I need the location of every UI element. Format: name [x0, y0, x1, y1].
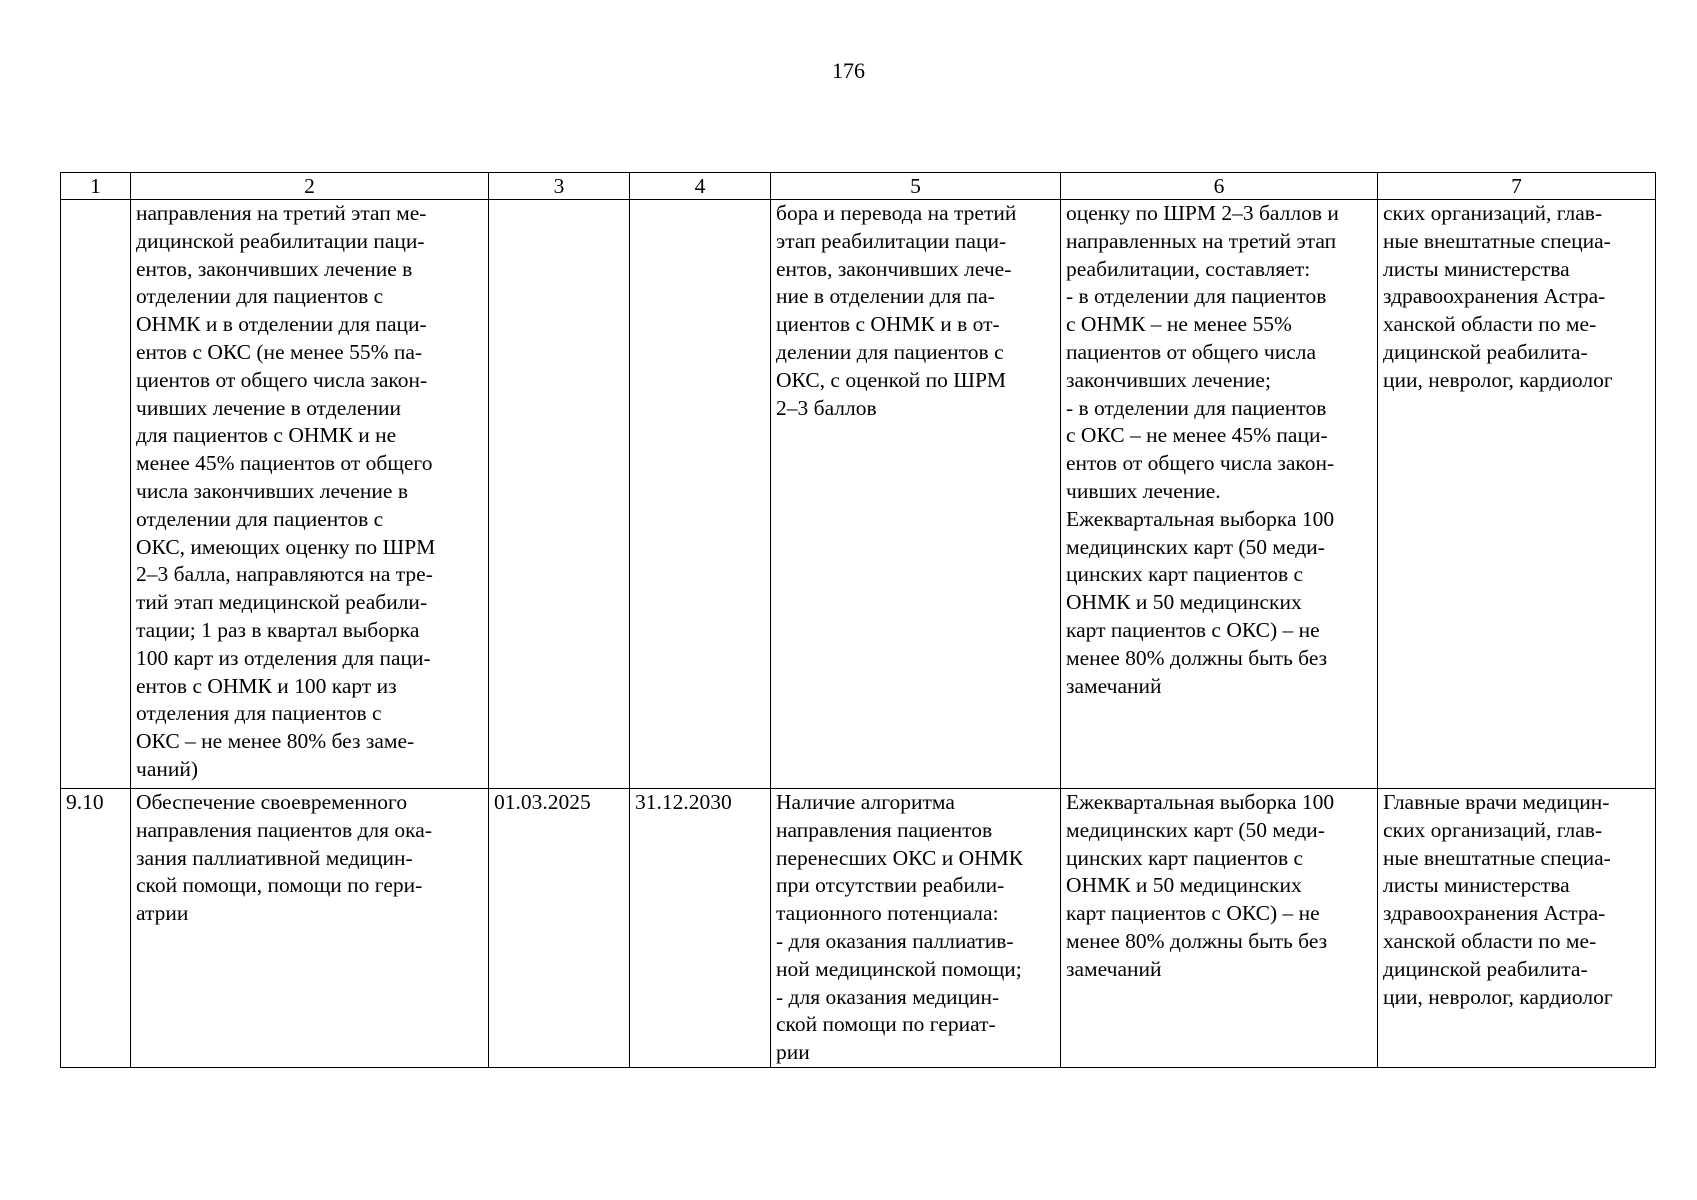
column-number-1: 1 — [61, 173, 131, 200]
page-number: 176 — [832, 58, 865, 83]
table-row — [61, 789, 1656, 1068]
measure-name-cell: Обеспечение своевременного направления пациентов для ока- зания паллиативной медицин- ской помощи, помощи по гери- атрии — [131, 789, 489, 1068]
start-date-cell: 01.03.2025 — [489, 789, 630, 1068]
column-number-5: 5 — [771, 173, 1061, 200]
row-number-cell — [61, 200, 131, 789]
column-number-6: 6 — [1061, 173, 1378, 200]
column-number-7: 7 — [1378, 173, 1656, 200]
row-number-cell: 9.10 — [61, 789, 131, 1068]
expected-result-cell: бора и перевода на третий этап реабилитации паци- ентов, закончивших лече- ние в отделении для па- циентов с ОНМК и в от- делении для пациентов с ОКС, с оценкой по ШРМ 2–3 баллов — [771, 200, 1061, 789]
table-header-row — [61, 173, 1656, 200]
control-indicator-cell: оценку по ШРМ 2–3 баллов и направленных на третий этап реабилитации, составляет: - в отделении для пациентов с ОНМК – не менее 55% пациентов от общего числа закончивших лечение; - в отделении для пациентов с ОКС – не менее 45% паци- ентов от общего числа закон- чивших лечение. Ежеквартальная выборка 100 медицинских карт (50 меди- цинских карт пациентов с ОНМК и 50 медицинских карт пациентов с ОКС) – не менее 80% должны быть без замечаний — [1061, 200, 1378, 789]
end-date-cell — [630, 200, 771, 789]
measure-name-cell: направления на третий этап ме- дицинской реабилитации паци- ентов, закончивших лечение в отделении для пациентов с ОНМК и в отделении для паци- ентов с ОКС (не менее 55% па- циентов от общего числа закон- чивших лечение в отделении для пациентов с ОНМК и не менее 45% пациентов от общего числа закончивших лечение в отделении для пациентов с ОКС, имеющих оценку по ШРМ 2–3 балла, направляются на тре- тий этап медицинской реабили- тации; 1 раз в квартал выборка 100 карт из отделения для паци- ентов с ОНМК и 100 карт из отделения для пациентов с ОКС – не менее 80% без заме- чаний) — [131, 200, 489, 789]
responsible-cell: ских организаций, глав- ные внештатные специа- листы министерства здравоохранения Астра- ханской области по ме- дицинской реабилита- ции, невролог, кардиолог — [1378, 200, 1656, 789]
column-number-2: 2 — [131, 173, 489, 200]
column-number-4: 4 — [630, 173, 771, 200]
start-date-cell — [489, 200, 630, 789]
responsible-cell: Главные врачи медицин- ских организаций, глав- ные внештатные специа- листы министерства здравоохранения Астра- ханской области по ме- дицинской реабилита- ции, невролог, кардиолог — [1378, 789, 1656, 1068]
end-date-cell: 31.12.2030 — [630, 789, 771, 1068]
table-row — [61, 200, 1656, 789]
column-number-3: 3 — [489, 173, 630, 200]
measures-table — [60, 172, 1656, 1068]
expected-result-cell: Наличие алгоритма направления пациентов перенесших ОКС и ОНМК при отсутствии реабили- тационного потенциала: - для оказания паллиатив- ной медицинской помощи; - для оказания медицин- ской помощи по гериат- рии — [771, 789, 1061, 1068]
control-indicator-cell: Ежеквартальная выборка 100 медицинских карт (50 меди- цинских карт пациентов с ОНМК и 50 медицинских карт пациентов с ОКС) – не менее 80% должны быть без замечаний — [1061, 789, 1378, 1068]
